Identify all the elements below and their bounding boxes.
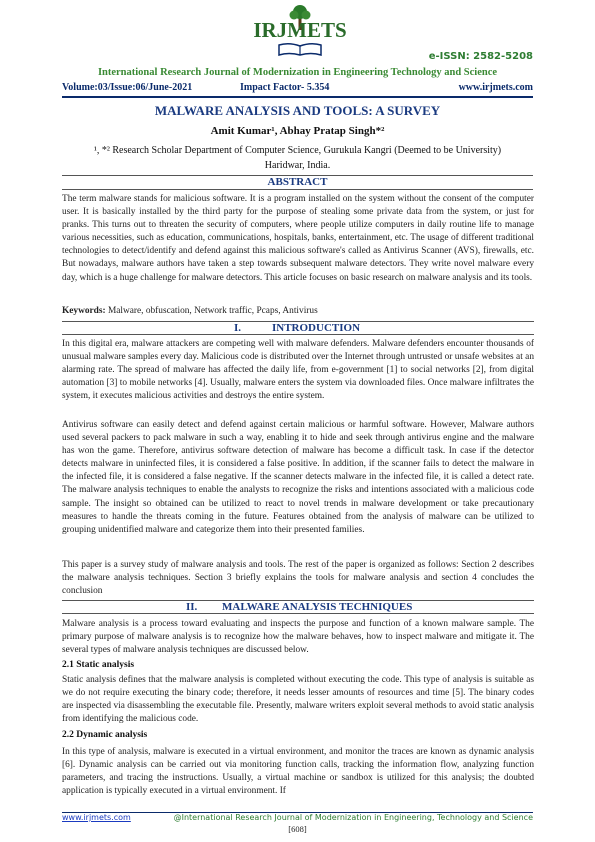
page-number: [608] [288, 824, 307, 834]
open-book-icon [277, 42, 323, 56]
keywords [62, 305, 534, 317]
section-2-heading [62, 600, 534, 614]
section-1-number: I. [234, 322, 242, 334]
journal-logo [241, 4, 359, 58]
dynamic-analysis-text: In this type of analysis, malware is executed in a virtual environment, and monitor the traces are known as dynamic analysis [6]. Dynamic analysis can be carried out via monitoring function calls, tracking the information flow, analyzing function parameters, and tracing the instructions. Usually, a virtual machine or sandbox is utilized for this analysis; the doubted application is typically executed in a virtual environment. If [62, 747, 534, 797]
journal-name: International Research Journal of Modernization in Engineering Technology and Science [97, 67, 498, 78]
section-2-title: MALWARE ANALYSIS TECHNIQUES [222, 601, 413, 613]
footer-copyright: @International Research Journal of Modernization in Engineering, Technology and Science [173, 813, 533, 822]
subsection-dynamic-heading: 2.2 Dynamic analysis [62, 730, 148, 740]
paper-authors: Amit Kumar¹, Abhay Pratap Singh*² [210, 125, 385, 137]
intro-paragraph-2: Antivirus software can easily detect and defend against certain malicious or harmful software. However, Malware authors used several packers to pack malware in such a way, enabling it to hide and seek through antivirus engine and the malware has won the game. Therefore, antivirus software detection of malware has become a difficult task. In case if the detector detects malware in uninfected files, it is considered a false positive. In addition, if the scanner fails to detect the malware in the infected file, it is considered a false negative. If the scanner detects malware in the infected file, it is called a detect rate. The malware analysis techniques to enable the analysts to recognize the risks and intentions associated with a malicious code sample. The insight so obtained can be utilized to react to novel trends in malware development or take precautionary measures to handle the threats coming in the future. Features obtained from the analysis of malware can be utilized to grouping unidentified malware and categorize them into their presented families. [62, 420, 534, 535]
paper-title: MALWARE ANALYSIS AND TOOLS: A SURVEY [154, 103, 441, 118]
static-analysis-text: Static analysis defines that the malware analysis is completed without executing the code. This type of analysis is suitable as we do not require executing the binary code; therefore, it needs lesser amounts of resources and time [5]. The binary codes are inspected via disassembling the executable file. Presently, malware writers exploit several methods to avoid static analysis from identifying the malicious code. [62, 675, 534, 725]
abstract-text: The term malware stands for malicious software. It is a program installed on the system without the consent of the computer user. It is basically installed by the third party for the purpose of stealing some private data from the system, or just for pranks. This turns out to threaten the security of computers, where people utilize computers in daily routine life to manage various necessities, such as education, communications, hospitals, banks, entertainment, etc. The usage of different traditional technologies to detect/identify and defend against this malicious software's called as Antivirus Scanner (AVS), firewalls, etc. But nowadays, malware authors have taken a step towards subsequent malware detectors. They write novel malware every day, which is a huge challenge for malware detectors. This article focuses on basic research on malware analysis and its tools. [62, 194, 534, 283]
author-affiliation: ¹, *² Research Scholar Department of Computer Science, Gurukula Kangri (Deemed to be University) Haridwar, India. [93, 145, 502, 171]
volume-issue: Volume:03/Issue:06/June-2021 [62, 82, 193, 93]
section-2-paragraph: Malware analysis is a process toward evaluating and inspects the purpose and function of a known malware sample. The primary purpose of malware analysis is to recognize how the malware behaves, how to inspect malware and mitigate it. The several types of malware analysis techniques are discussed below. [62, 619, 534, 656]
keywords-list: Malware, obfuscation, Network traffic, Pcaps, Antivirus [107, 306, 318, 316]
subsection-static-heading: 2.1 Static analysis [62, 660, 135, 670]
abstract-heading: ABSTRACT [62, 175, 533, 190]
issn: e-ISSN: 2582-5208 [428, 51, 533, 62]
intro-paragraph-1: In this digital era, malware attackers are competing well with malware defenders. Malware defenders encounter thousands of unusual malware samples every day. Malicious code is distributed over the Internet through untrusted or unsafe websites at an alarming rate. The spread of malware has affected the daily life, from e-government [1] to social networks [2], from digital automation [3] to mobile networks [4]. Usually, malware enters the system via downloaded files. Once malware infiltrates the system, it executes malicious activities and destroys the entire system. [62, 339, 534, 402]
footer-website-link[interactable]: www.irjmets.com [62, 813, 131, 822]
section-1-title: INTRODUCTION [272, 322, 361, 334]
keywords-label: Keywords: [62, 306, 106, 316]
logo-text: IRJMETS [253, 18, 347, 42]
section-1-heading [62, 321, 534, 335]
impact-factor: Impact Factor- 5.354 [240, 82, 330, 93]
header-rule [62, 96, 533, 98]
section-2-number: II. [186, 601, 198, 613]
journal-website[interactable]: www.irjmets.com [458, 82, 533, 93]
intro-paragraph-3: This paper is a survey study of malware analysis and tools. The rest of the paper is organized as follows: Section 2 describes the malware analysis techniques. Section 3 briefly explains the tools for malware analysis and section 4 concludes the conclusion [62, 560, 534, 597]
